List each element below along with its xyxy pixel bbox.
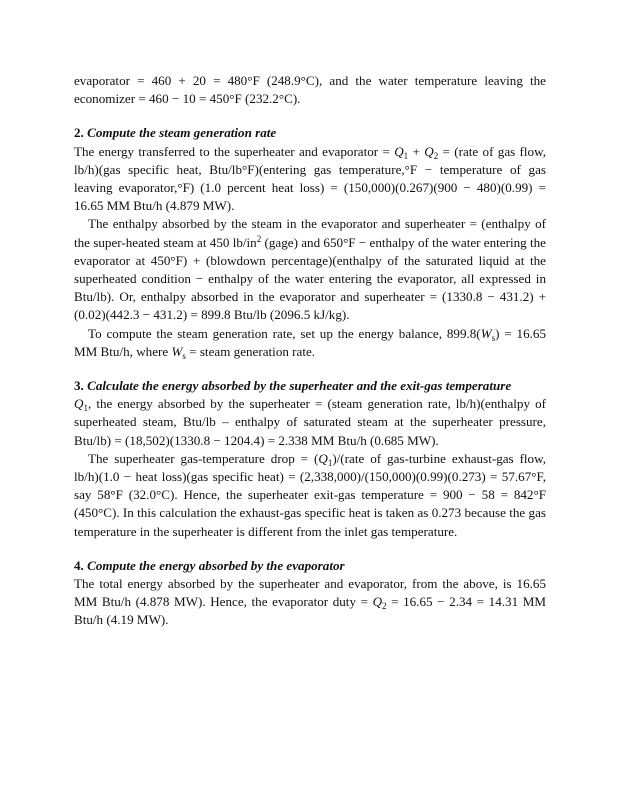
section-3-paragraph-2: [74, 450, 546, 541]
text-run: To compute the steam generation rate, set up the energy balance, 899.8(: [88, 325, 481, 341]
subscript: 1: [403, 150, 409, 161]
symbol-q: Q: [372, 594, 383, 610]
symbol-q: Q: [318, 450, 328, 466]
text-run: (gage) and 650°F − enthalpy of the water entering the evaporator at 450°F) + (blowdown percentage)(enthalpy of the saturated liquid at the superheated condition − enthalpy of the water entering the evaporator, all expressed in Btu/lb). Or, enthalpy absorbed in the evaporator and superheater = (1330.8 − 431.2) + (0.02)(442.3 − 431.2) = 899.8 Btu/lb (2096.5 kJ/kg).: [74, 234, 546, 323]
section-3-number: 3.: [74, 378, 84, 394]
section-4-number: 4.: [74, 557, 84, 573]
text-run: = 16.65 − 2.34 = 14.31 MM Btu/h (4.19 MW).: [74, 594, 546, 628]
text-run: )/(rate of gas-turbine exhaust-gas flow, lb/h)(1.0 − heat loss)(gas specific heat) = (2,338,000)/(150,000)(0.99)(0.273) = 57.67°F, say 58°F (32.0°C). Hence, the superheater exit-gas temperature = 900 − 58 = 842°F (450°C). In this calculation the exhaust-gas specific heat is taken as 0.273 because the gas temperature in the superheater is different from the inlet gas temperature.: [74, 450, 546, 539]
section-4-title: Compute the energy absorbed by the evaporator: [87, 557, 345, 573]
symbol-w: W: [480, 325, 492, 341]
text-run: The energy transferred to the superheater and evaporator =: [74, 143, 395, 159]
text-run: , the energy absorbed by the superheater = (steam generation rate, lb/h)(enthalpy of superheated steam, Btu/lb – enthalpy of saturated steam at the superheater pressure, Btu/lb) = (18,502)(1330.8 − 1204.4) = 2.338 MM Btu/h (0.685 MW).: [74, 396, 546, 448]
section-4-paragraph-1: [74, 575, 546, 630]
text-run: +: [408, 143, 425, 159]
intro-paragraph: [74, 72, 546, 108]
subscript: 2: [382, 601, 387, 612]
section-2-paragraph-3: [74, 325, 546, 361]
text-run: The enthalpy absorbed by the steam in the evaporator and superheater = (enthalpy of the super-heated steam at 450 lb/in: [74, 216, 546, 250]
text-run: = (rate of gas flow, lb/h)(gas specific heat, Btu/lb°F)(entering gas temperature,°F − temperature of gas leaving evaporator,°F) (1.0 percent heat loss) = (150,000)(0.267)(900 − 480)(0.99) = 16.65 MM Btu/h (4.879 MW).: [74, 143, 546, 214]
superscript: 2: [256, 233, 262, 244]
symbol-q: Q: [394, 143, 404, 159]
section-2-title: Compute the steam generation rate: [87, 125, 277, 141]
section-3-paragraph-1: [74, 395, 546, 450]
section-3-title: Calculate the energy absorbed by the superheater and the exit-gas temperature: [87, 378, 512, 394]
subscript: s: [491, 332, 496, 343]
symbol-q: Q: [424, 143, 434, 159]
subscript: 1: [327, 457, 333, 468]
symbol-q: Q: [74, 396, 84, 412]
section-3-heading: [74, 377, 546, 395]
text-run: = steam generation rate.: [185, 343, 316, 359]
symbol-w: W: [171, 343, 183, 359]
section-2-heading: [74, 124, 546, 142]
subscript: 1: [83, 403, 88, 414]
text-run: The total energy absorbed by the superheater and evaporator, from the above, is 16.65 MM Btu/h (4.878 MW). Hence, the evaporator duty =: [74, 576, 546, 610]
subscript: 2: [433, 150, 439, 161]
text-run: ) = 16.65 MM Btu/h, where: [74, 325, 546, 359]
subscript: s: [182, 350, 186, 361]
text-run: The superheater gas-temperature drop = (: [88, 450, 319, 466]
intro-text: evaporator = 460 + 20 = 480°F (248.9°C), and the water temperature leaving the economizer = 460 − 10 = 450°F (232.2°C).: [74, 73, 546, 107]
document-page: [74, 72, 546, 630]
section-2-number: 2.: [74, 125, 84, 141]
section-2-paragraph-2: [74, 215, 546, 324]
section-2-paragraph-1: [74, 143, 546, 216]
section-4-heading: [74, 557, 546, 575]
